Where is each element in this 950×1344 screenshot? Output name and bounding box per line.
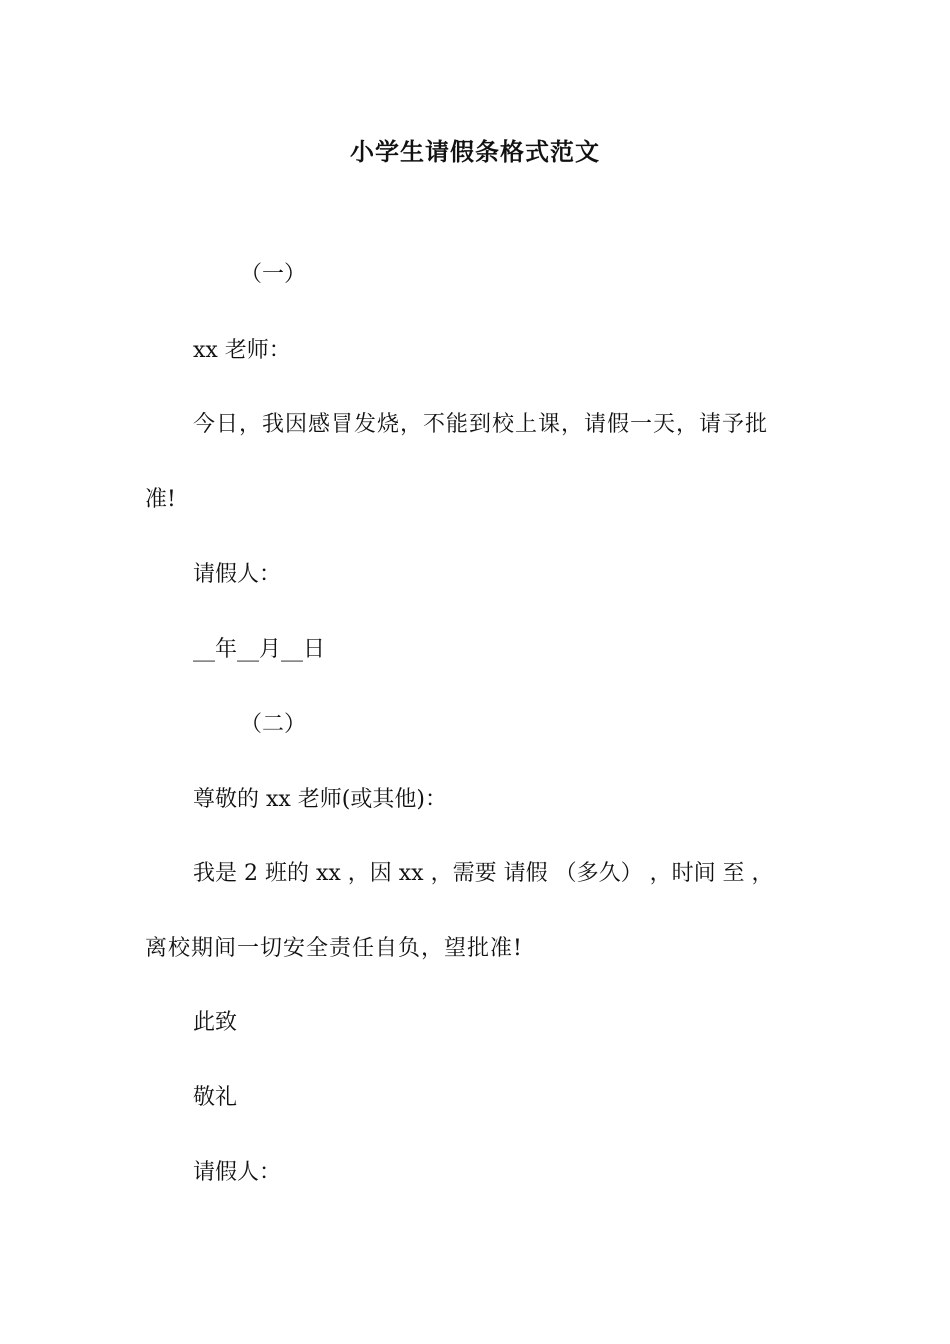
section-two-closing-1: 此致 [193,1010,238,1035]
section-one-date: __年__月__日 [193,637,326,662]
section-two-salutation: 尊敬的 xx 老师(或其他)： [193,787,447,812]
section-one-body-line-2: 准! [145,487,176,512]
section-two-closing-2: 敬礼 [193,1085,238,1110]
section-two-signature: 请假人： [193,1160,282,1185]
section-one-signature: 请假人： [193,562,282,587]
document-title: 小学生请假条格式范文 [350,137,600,166]
section-two-body-line-1: 我是 2 班的 xx ，因 xx ，需要 请假 （多久） ，时间 至 ， [193,861,774,886]
section-two-heading: （二） [240,712,307,737]
section-one-body-line-1: 今日，我因感冒发烧，不能到校上课，请假一天，请予批 [193,412,769,437]
section-one-heading: （一） [240,262,307,287]
section-one-salutation: xx 老师： [193,338,291,363]
section-two-body-line-2: 离校期间一切安全责任自负，望批准! [145,936,523,961]
